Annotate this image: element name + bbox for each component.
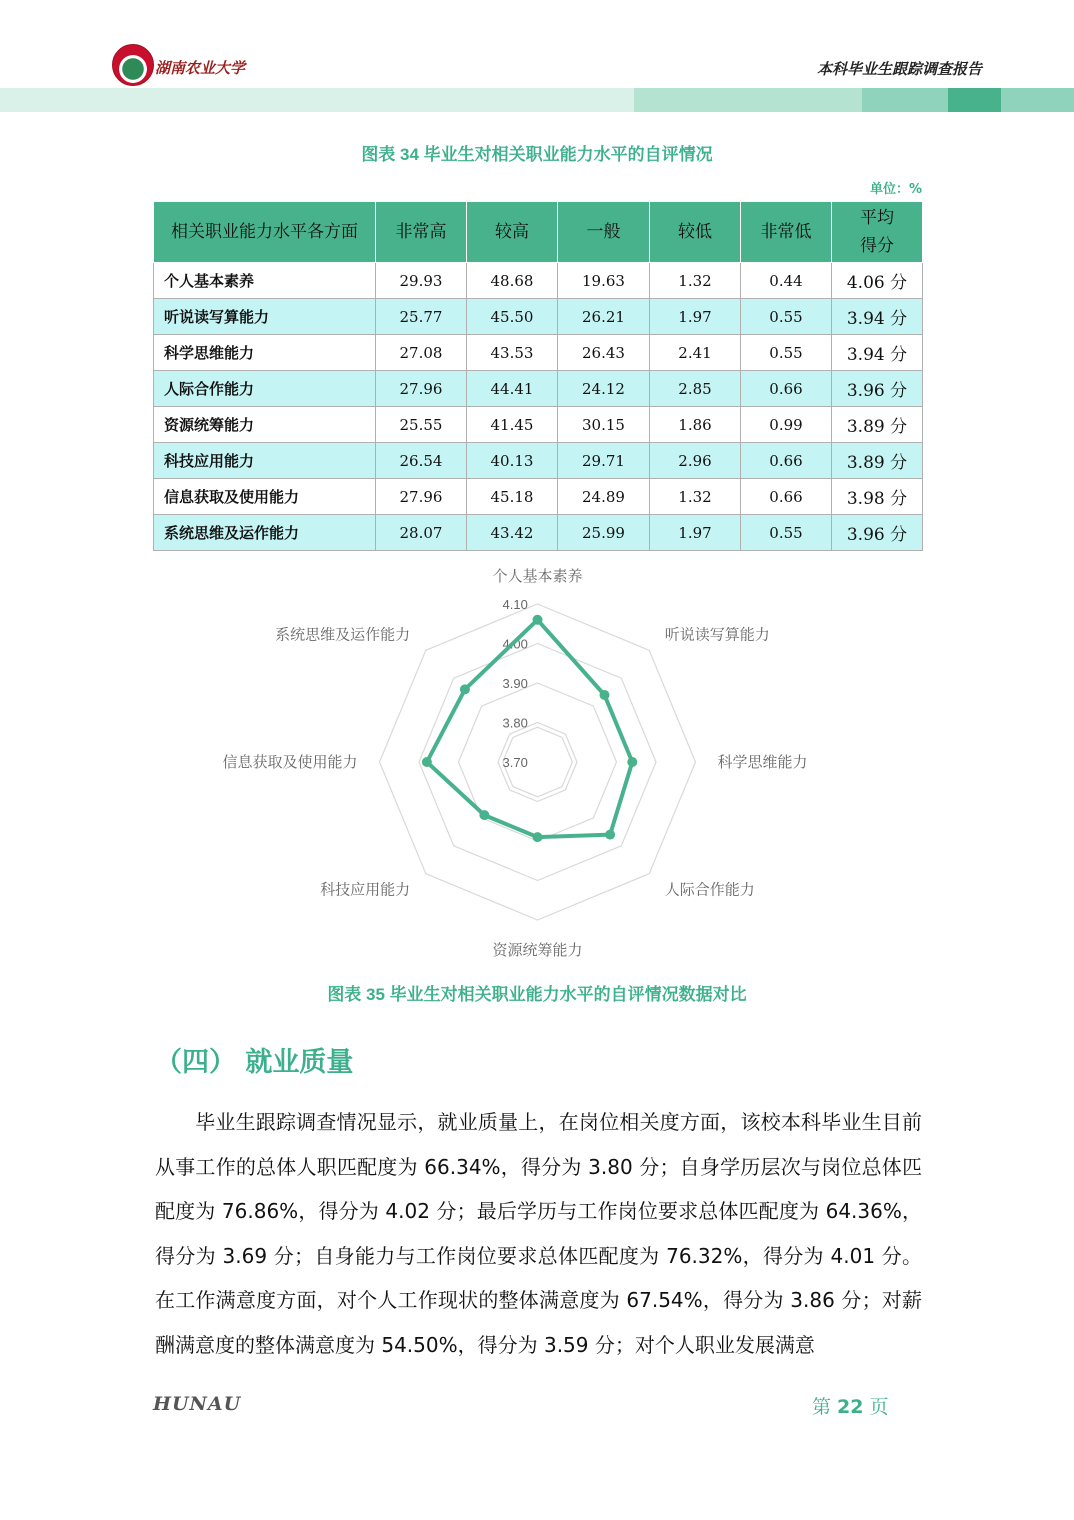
data-point: [479, 810, 489, 820]
table-row: [154, 407, 923, 443]
paragraph-text: 毕业生跟踪调查情况显示，就业质量上，在岗位相关度方面，该校本科毕业生目前从事工作的总体人职匹配度为 66.34%，得分为 3.80 分；自身学历层次与岗位总体匹配度为 76.86%，得分为 4.02 分；最后学历与工作岗位要求总体匹配度为 64.36%，得分为 3.69 分；自身能力与工作岗位要求总体匹配度为 76.32%，得分为 4.01 分。在工作满意度方面，对个人工作现状的整体满意度为 67.54%，得分为 3.86 分；对薪酬满意度的整体满意度为 54.50%，得分为 3.59 分；对个人职业发展满意: [155, 1110, 922, 1357]
page-prefix: 第: [812, 1396, 832, 1418]
value-cell: 26.54: [376, 443, 467, 479]
data-point: [533, 832, 543, 842]
value-cell: 27.96: [376, 371, 467, 407]
header-band-4: [948, 88, 1001, 112]
value-cell: 2.96: [650, 443, 741, 479]
value-cell: 1.32: [650, 479, 741, 515]
data-point: [627, 757, 637, 767]
row-label: 科技应用能力: [154, 443, 376, 479]
row-label: 听说读写算能力: [154, 299, 376, 335]
value-cell: 2.85: [650, 371, 741, 407]
value-cell: 43.42: [467, 515, 558, 551]
score-cell: 3.94 分: [832, 299, 923, 335]
value-cell: 28.07: [376, 515, 467, 551]
table-row: [154, 299, 923, 335]
category-label: 系统思维及运作能力: [275, 625, 411, 644]
value-cell: 27.08: [376, 335, 467, 371]
ability-table: [153, 201, 923, 551]
row-label: 资源统筹能力: [154, 407, 376, 443]
data-point: [600, 690, 610, 700]
col-header: 平均 得分: [832, 202, 923, 263]
category-label: 听说读写算能力: [664, 625, 770, 644]
value-cell: 29.93: [376, 263, 467, 299]
value-cell: 29.71: [558, 443, 650, 479]
score-cell: 3.98 分: [832, 479, 923, 515]
body-paragraph: [155, 1100, 922, 1367]
table-row: [154, 263, 923, 299]
table-row: [154, 443, 923, 479]
header-band-5: [1001, 88, 1074, 112]
table-caption: 图表 34 毕业生对相关职业能力水平的自评情况: [361, 145, 713, 164]
value-cell: 1.97: [650, 515, 741, 551]
radial-tick-label: 3.90: [502, 676, 528, 691]
category-label: 人际合作能力: [664, 880, 755, 899]
university-logo: [112, 44, 154, 86]
value-cell: 0.55: [741, 299, 832, 335]
value-cell: 24.89: [558, 479, 650, 515]
value-cell: 26.21: [558, 299, 650, 335]
value-cell: 25.77: [376, 299, 467, 335]
value-cell: 24.12: [558, 371, 650, 407]
unit-label: 单位：%: [869, 182, 922, 197]
value-cell: 1.97: [650, 299, 741, 335]
value-cell: 0.55: [741, 515, 832, 551]
value-cell: 1.86: [650, 407, 741, 443]
table-row: [154, 371, 923, 407]
chart-caption: 图表 35 毕业生对相关职业能力水平的自评情况数据对比: [327, 985, 747, 1004]
col-header: 较低: [650, 202, 741, 263]
value-cell: 45.50: [467, 299, 558, 335]
value-cell: 43.53: [467, 335, 558, 371]
score-cell: 3.89 分: [832, 443, 923, 479]
table-row: [154, 515, 923, 551]
value-cell: 25.99: [558, 515, 650, 551]
page-suffix: 页: [869, 1396, 889, 1418]
row-label: 人际合作能力: [154, 371, 376, 407]
category-label: 个人基本素养: [492, 567, 583, 585]
value-cell: 0.66: [741, 479, 832, 515]
value-cell: 0.55: [741, 335, 832, 371]
data-point: [422, 757, 432, 767]
score-cell: 3.96 分: [832, 371, 923, 407]
table-row: [154, 335, 923, 371]
value-cell: 26.43: [558, 335, 650, 371]
footer-logo-text: HUNAU: [153, 1393, 242, 1415]
category-label: 科学思维能力: [717, 753, 808, 771]
data-point: [533, 615, 543, 625]
value-cell: 1.32: [650, 263, 741, 299]
radial-tick-label: 3.80: [502, 715, 528, 731]
row-label: 科学思维能力: [154, 335, 376, 371]
value-cell: 48.68: [467, 263, 558, 299]
school-name: 湖南农业大学: [155, 59, 246, 77]
row-label: 系统思维及运作能力: [154, 515, 376, 551]
header-band-1: [0, 88, 634, 112]
col-header: 非常高: [376, 202, 467, 263]
radar-chart: [153, 560, 922, 970]
row-label: 个人基本素养: [154, 263, 376, 299]
score-cell: 3.96 分: [832, 515, 923, 551]
value-cell: 25.55: [376, 407, 467, 443]
page-number-value: 22: [837, 1396, 864, 1418]
page-number: [812, 1392, 888, 1419]
value-cell: 2.41: [650, 335, 741, 371]
data-point: [460, 684, 470, 694]
value-cell: 44.41: [467, 371, 558, 407]
table-row: [154, 479, 923, 515]
radial-tick-label: 4.10: [502, 597, 528, 612]
value-cell: 0.66: [741, 371, 832, 407]
report-title: 本科毕业生跟踪调查报告: [816, 60, 982, 78]
category-label: 信息获取及使用能力: [222, 753, 358, 771]
col-header: 相关职业能力水平各方面: [154, 202, 376, 263]
value-cell: 19.63: [558, 263, 650, 299]
value-cell: 27.96: [376, 479, 467, 515]
value-cell: 45.18: [467, 479, 558, 515]
series-line: [427, 620, 632, 837]
score-cell: 3.89 分: [832, 407, 923, 443]
grid-ring: [419, 644, 656, 881]
value-cell: 30.15: [558, 407, 650, 443]
category-label: 资源统筹能力: [492, 941, 583, 959]
row-label: 信息获取及使用能力: [154, 479, 376, 515]
score-cell: 3.94 分: [832, 335, 923, 371]
col-header: 一般: [558, 202, 650, 263]
value-cell: 0.66: [741, 443, 832, 479]
col-header: 非常低: [741, 202, 832, 263]
col-header: 较高: [467, 202, 558, 263]
header-band-3: [862, 88, 948, 112]
radial-tick-label: 3.70: [502, 755, 528, 770]
score-cell: 4.06 分: [832, 263, 923, 299]
value-cell: 0.44: [741, 263, 832, 299]
header-band-2: [634, 88, 862, 112]
value-cell: 41.45: [467, 407, 558, 443]
table-header-row: [154, 202, 923, 263]
radial-tick-label: 4.00: [502, 636, 528, 652]
data-point: [605, 830, 615, 840]
value-cell: 0.99: [741, 407, 832, 443]
category-label: 科技应用能力: [320, 880, 411, 899]
section-heading: （四） 就业质量: [155, 1047, 354, 1078]
value-cell: 40.13: [467, 443, 558, 479]
